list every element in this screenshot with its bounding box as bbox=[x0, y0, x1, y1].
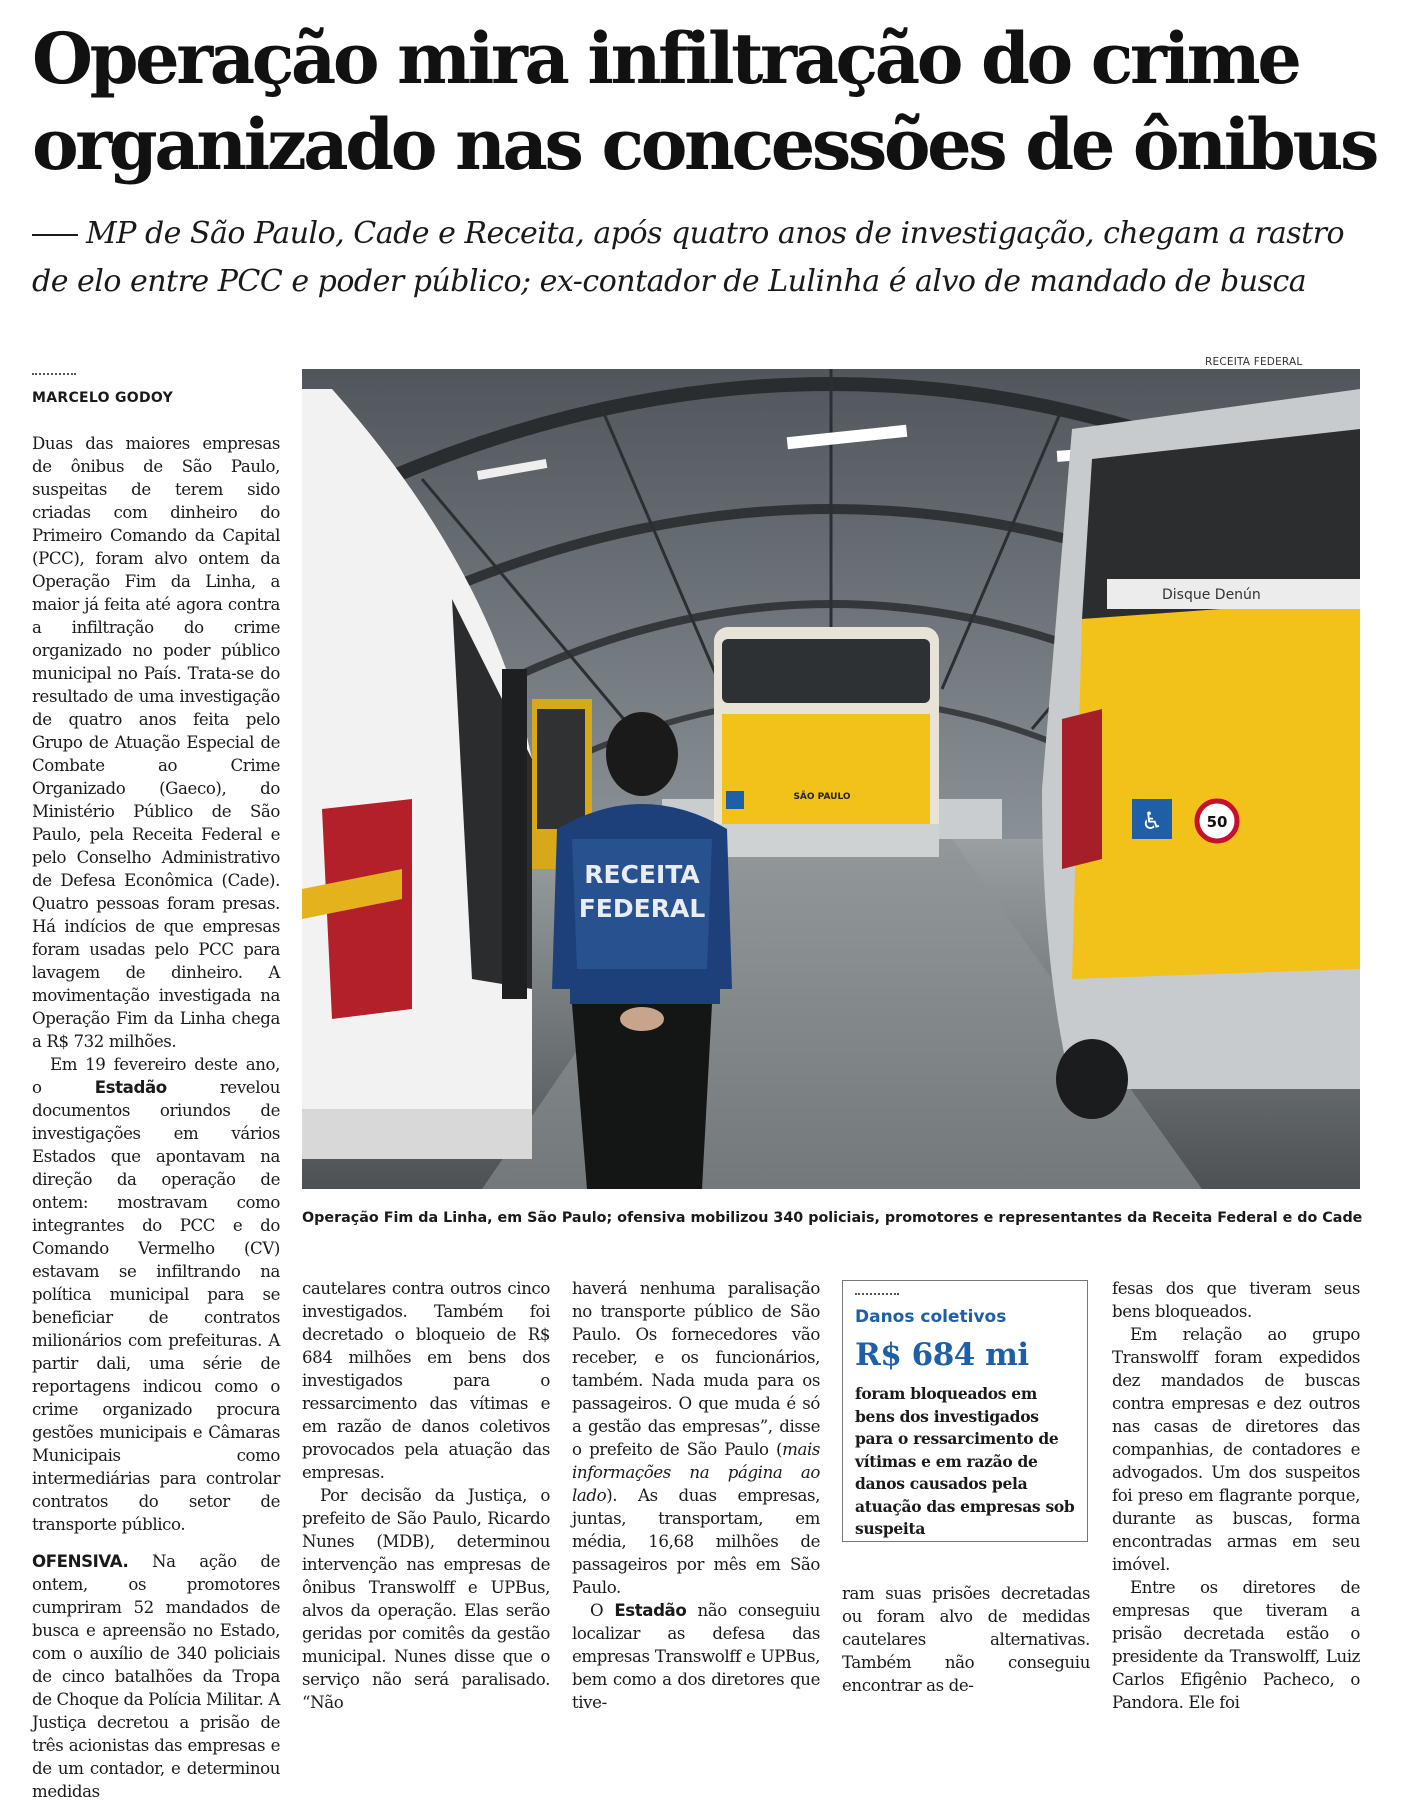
column-1 bbox=[32, 432, 280, 1803]
headline-line-1: Operação mira infiltração do crime bbox=[32, 17, 1299, 100]
center-yellow-bus bbox=[714, 627, 939, 857]
article-photo bbox=[302, 369, 1360, 1189]
column-3 bbox=[572, 1277, 820, 1714]
paragraph bbox=[32, 1053, 280, 1536]
paragraph bbox=[572, 1277, 820, 1599]
paragraph: Por decisão da Justiça, o prefeito de São Paulo, Ricardo Nunes (MDB), determinou intervenção nas empresas de ônibus Transwolff e UPBus, alvos da operação. Elas serão geridas por comitês da gestão municipal. Nunes disse que o serviço não será paralisado. “Não bbox=[302, 1486, 550, 1712]
garage-illustration bbox=[302, 369, 1360, 1189]
paragraph bbox=[572, 1599, 820, 1714]
italic-reference: mais informações na página ao lado bbox=[572, 1440, 820, 1505]
text-run: Na ação de ontem, os promotores cumpriram 52 mandados de busca e apreensão no Estado, com o auxílio de 340 policiais de cinco batalhões da Tropa de Choque da Polícia Militar. A Justiça decretou a prisão de três acionistas das empresas e de um contador, e determinou medidas bbox=[32, 1552, 280, 1801]
subheadline-line-2: de elo entre PCC e poder público; ex-contador de Lulinha é alvo de mandado de busca bbox=[32, 264, 1307, 299]
vest-text-1: RECEITA bbox=[584, 860, 700, 889]
svg-text:♿: ♿ bbox=[1141, 807, 1163, 835]
paragraph: ram suas prisões decretadas ou foram alvo de medidas cautelares alternativas. Também não conseguiu encontrar as de- bbox=[842, 1584, 1090, 1695]
text-run: revelou documentos oriundos de investigações em vários Estados que apontavam na direção da operação de ontem: mostravam como integrantes do PCC e do Comando Vermelho (CV) estavam se infiltrando na política municipal para se beneficiar de contratos milionários com prefeituras. A partir dali, uma série de reportagens indicou como o crime organizado procura gestões municipais e Câmaras Municipais como intermediárias para controlar contratos do setor de transporte público. bbox=[32, 1078, 280, 1534]
photo-credit: RECEITA FEDERAL bbox=[1205, 356, 1303, 368]
speed-limit-sign: 50 bbox=[1206, 813, 1228, 831]
subheadline bbox=[32, 210, 1377, 306]
paragraph: Entre os diretores de empresas que tiveram a prisão decretada estão o presidente da Transwolff, Luiz Carlos Efigênio Pacheco, o Pandora. Ele foi bbox=[1112, 1578, 1360, 1712]
vest-text-2: FEDERAL bbox=[578, 894, 706, 923]
byline-dots bbox=[32, 373, 76, 375]
paragraph: fesas dos que tiveram seus bens bloqueados. bbox=[1112, 1279, 1360, 1321]
stat-box-label: Danos coletivos bbox=[855, 1307, 1007, 1327]
paragraph: Em relação ao grupo Transwolff foram expedidos dez mandados de buscas contra empresas e dez outros nas casas de diretores das companhias, de contadores e advogados. Um dos suspeitos foi preso em flagrante porque, durante as buscas, forma encontradas armas em seu imóvel. bbox=[1112, 1325, 1360, 1574]
column-4 bbox=[842, 1582, 1090, 1697]
publication-name: Estadão bbox=[614, 1601, 687, 1620]
paragraph bbox=[32, 1550, 280, 1803]
column-2 bbox=[302, 1277, 550, 1714]
subheadline-line-1 bbox=[32, 210, 1377, 258]
headline bbox=[32, 16, 1377, 188]
text-run: Em 19 fevereiro deste ano, o bbox=[32, 1055, 280, 1097]
paragraph: Duas das maiores empresas de ônibus de São Paulo, suspeitas de terem sido criadas com dinheiro do Primeiro Comando da Capital (PCC), foram alvo ontem da Operação Fim da Linha, a maior já feita até agora contra a infiltração do crime organizado no poder público municipal no País. Trata-se do resultado de uma investigação de quatro anos feita pelo Grupo de Atuação Especial de Combate ao Crime Organizado (Gaeco), do Ministério Público de São Paulo, pela Receita Federal e pelo Conselho Administrativo de Defesa Econômica (Cade). Quatro pessoas foram presas. Há indícios de que empresas foram usadas pelo PCC para lavagem de dinheiro. A movimentação investigada na Operação Fim da Linha chega a R$ 732 milhões. bbox=[32, 434, 280, 1051]
text-run: haverá nenhuma paralisação no transporte público de São Paulo. Os fornecedores vão receber, e os funcionários, também. Nada muda para os passageiros. O que muda é só a gestão das empresas”, disse o prefeito de São Paulo ( bbox=[572, 1279, 820, 1459]
text-run: não conseguiu localizar as defesa das empresas Transwolff e UPBus, bem como a dos diretores que tive- bbox=[572, 1601, 820, 1712]
column-5 bbox=[1112, 1277, 1360, 1714]
stat-box-amount: R$ 684 mi bbox=[855, 1337, 1029, 1373]
text-run: O bbox=[590, 1601, 615, 1620]
dek-dash bbox=[32, 234, 78, 236]
text-run: ). As duas empresas, juntas, transportam, em média, 16,68 milhões de passageiros por mês em São Paulo. bbox=[572, 1486, 820, 1597]
stat-box bbox=[842, 1280, 1088, 1542]
headline-line-2: organizado nas concessões de ônibus bbox=[32, 103, 1376, 186]
publication-name: Estadão bbox=[94, 1078, 167, 1097]
subheadline-text-1: MP de São Paulo, Cade e Receita, após quatro anos de investigação, chegam a rastro bbox=[86, 216, 1345, 251]
byline: MARCELO GODOY bbox=[32, 390, 174, 406]
paragraph: cautelares contra outros cinco investigados. Também foi decretado o bloqueio de R$ 684 milhões em bens dos investigados para o ressarcimento das vítimas e em razão de danos coletivos provocados pela atuação das empresas. bbox=[302, 1279, 550, 1482]
section-lead: OFENSIVA. bbox=[32, 1552, 129, 1571]
box-dots bbox=[855, 1293, 899, 1295]
bus-city-label: SÃO PAULO bbox=[793, 792, 851, 802]
photo-caption: Operação Fim da Linha, em São Paulo; ofensiva mobilizou 340 policiais, promotores e representantes da Receita Federal e do Cade bbox=[302, 1210, 1363, 1226]
right-yellow-bus bbox=[1042, 389, 1360, 1119]
bus-sign-text: Disque Denún bbox=[1162, 587, 1261, 603]
stat-box-description: foram bloqueados em bens dos investigados para o ressarcimento de vítimas e em razão de danos causados pela atuação das empresas sob suspeita bbox=[855, 1384, 1075, 1538]
